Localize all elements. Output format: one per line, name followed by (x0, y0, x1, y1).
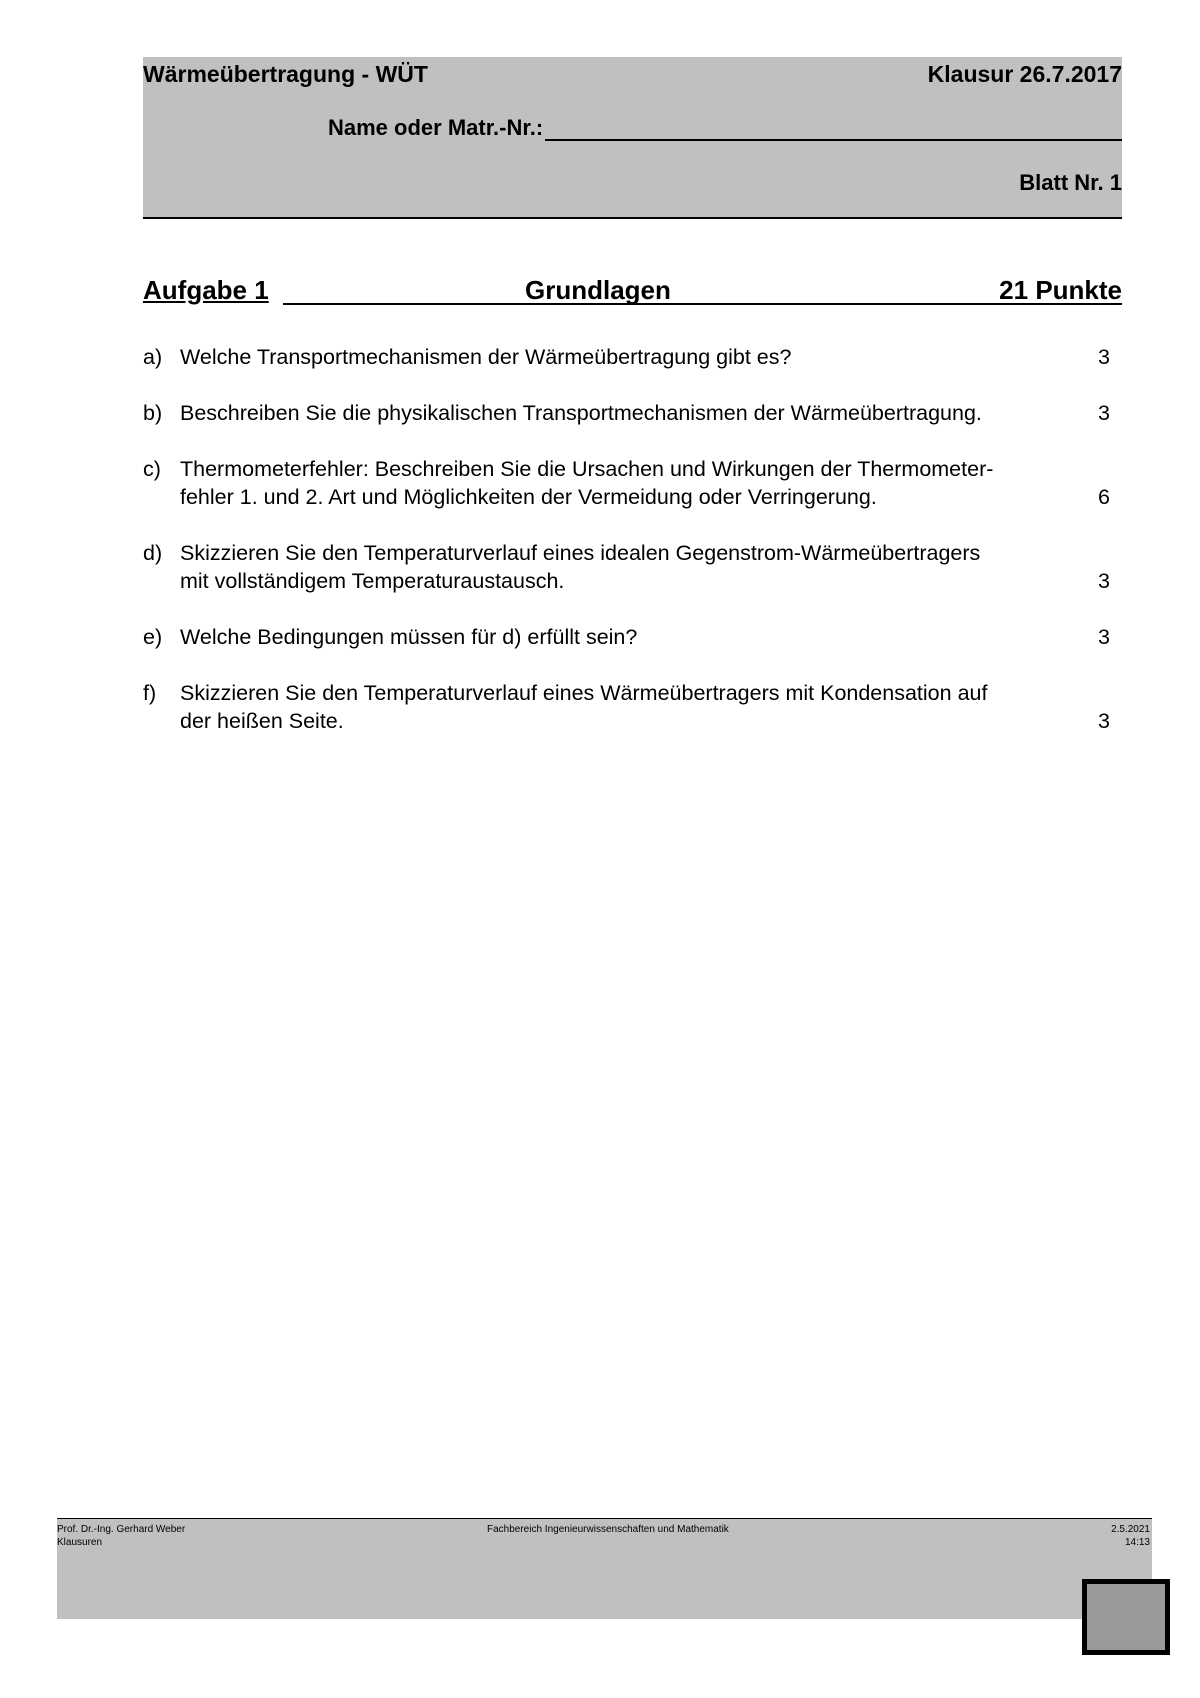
question-line: Thermometerfehler: Beschreiben Sie die Ursachen und Wirkungen der Thermometer- (180, 457, 994, 481)
task-heading-rule (283, 303, 1122, 305)
question-points: 3 (1098, 345, 1110, 369)
question-points: 3 (1098, 709, 1110, 733)
name-label: Name oder Matr.-Nr.: (328, 115, 544, 140)
footer-category: Klausuren (57, 1537, 103, 1548)
sheet-number: Blatt Nr. 1 (1019, 170, 1122, 195)
question-letter: d) (143, 541, 163, 565)
question-points: 6 (1098, 485, 1110, 509)
footer-department: Fachbereich Ingenieurwissenschaften und Mathematik (487, 1524, 729, 1535)
question-points: 3 (1098, 625, 1110, 649)
name-entry-line (545, 119, 1122, 141)
exam-date: Klausur 26.7.2017 (927, 61, 1122, 87)
question-line: mit vollständigem Temperaturaustausch. (180, 569, 565, 593)
question-line: fehler 1. und 2. Art und Möglichkeiten der Vermeidung oder Verringerung. (180, 485, 877, 509)
question-points: 3 (1098, 401, 1110, 425)
page-header (143, 57, 1122, 219)
footer-time: 14:13 (1124, 1537, 1150, 1548)
question-line: Welche Transportmechanismen der Wärmeübertragung gibt es? (180, 345, 792, 369)
footer-author: Prof. Dr.-Ing. Gerhard Weber (57, 1524, 186, 1535)
task-points: 21 Punkte (999, 275, 1122, 305)
footer-author-block (57, 1523, 185, 1549)
question-text (180, 455, 1090, 511)
question-text (180, 539, 1090, 595)
question-letter: a) (143, 345, 163, 369)
question-text (180, 343, 1090, 371)
question-letter: e) (143, 625, 163, 649)
question-text (180, 679, 1090, 735)
question-points: 3 (1098, 569, 1110, 593)
page-footer (57, 1518, 1152, 1619)
footer-timestamp (1111, 1523, 1150, 1549)
name-field-row (328, 115, 1122, 141)
question-text (180, 623, 1090, 651)
question-text (180, 399, 1090, 427)
question-line: Skizzieren Sie den Temperaturverlauf eines Wärmeübertragers mit Kondensation auf (180, 681, 988, 705)
question-line: Beschreiben Sie die physikalischen Transportmechanismen der Wärmeübertragung. (180, 401, 982, 425)
page-corner-box (1082, 1579, 1170, 1655)
task-number: Aufgabe 1 (143, 275, 269, 305)
question-line: der heißen Seite. (180, 709, 344, 733)
question-letter: c) (143, 457, 161, 481)
question-letter: b) (143, 401, 163, 425)
task-heading (143, 275, 1122, 307)
course-title: Wärmeübertragung - WÜT (143, 61, 428, 87)
question-line: Skizzieren Sie den Temperaturverlauf eines idealen Gegenstrom-Wärmeübertragers (180, 541, 981, 565)
question-letter: f) (143, 681, 157, 705)
task-topic: Grundlagen (525, 275, 671, 305)
footer-date: 2.5.2021 (1111, 1524, 1150, 1535)
question-line: Welche Bedingungen müssen für d) erfüllt sein? (180, 625, 638, 649)
